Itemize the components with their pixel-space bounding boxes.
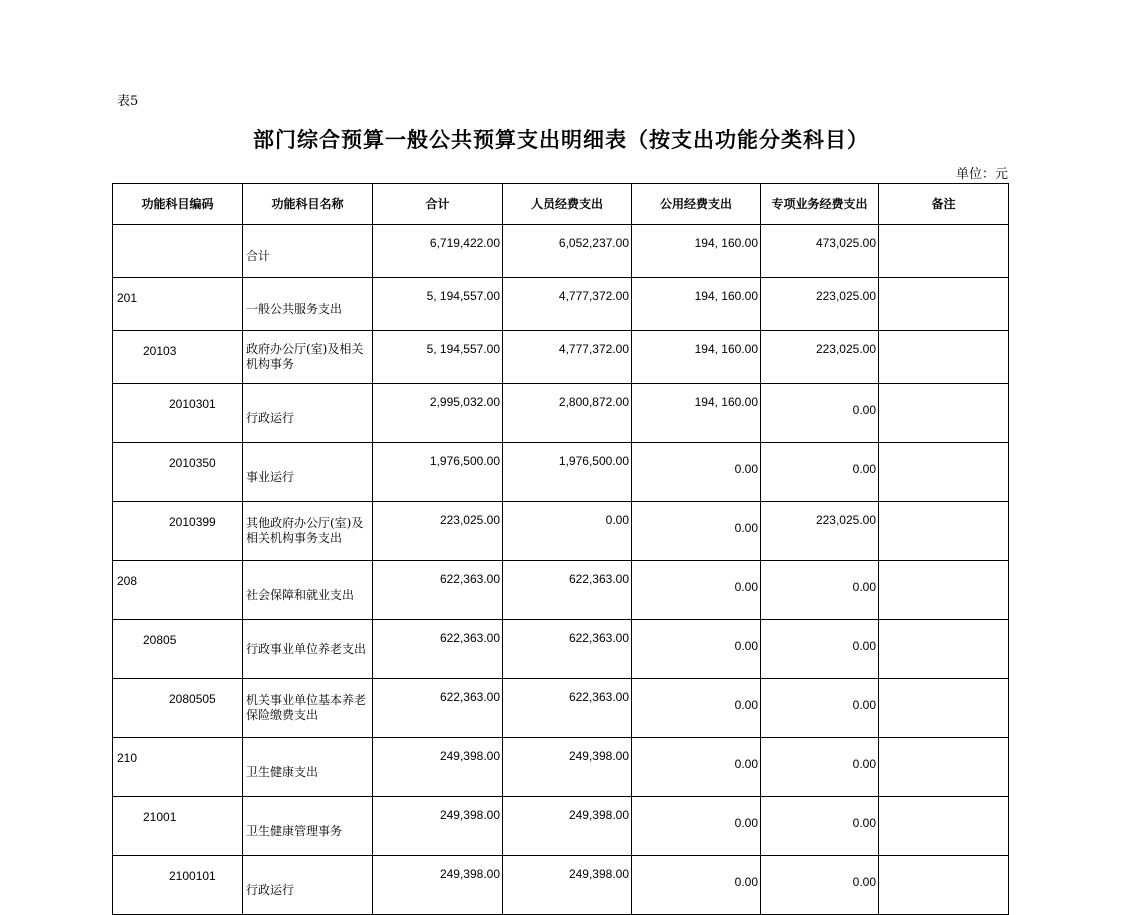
cell-code: 20805 xyxy=(113,620,243,679)
cell-total: 2,995,032.00 xyxy=(373,384,503,443)
cell-public: 0.00 xyxy=(632,679,761,738)
page-title: 部门综合预算一般公共预算支出明细表（按支出功能分类科目） xyxy=(253,128,869,152)
table-row xyxy=(113,561,1009,620)
cell-code: 2010301 xyxy=(113,384,243,443)
cell-total: 249,398.00 xyxy=(373,738,503,797)
cell-total: 249,398.00 xyxy=(373,797,503,856)
cell-special: 223,025.00 xyxy=(761,502,879,561)
cell-note xyxy=(879,856,1009,915)
cell-name-text: 一般公共服务支出 xyxy=(246,301,343,316)
cell-total: 1,976,500.00 xyxy=(373,443,503,502)
cell-code: 2010399 xyxy=(113,502,243,561)
cell-name-text: 行政运行 xyxy=(246,882,295,897)
header-special: 专项业务经费支出 xyxy=(761,184,879,225)
cell-public: 0.00 xyxy=(632,738,761,797)
header-public: 公用经费支出 xyxy=(632,184,761,225)
cell-code: 2080505 xyxy=(113,679,243,738)
header-total: 合计 xyxy=(373,184,503,225)
cell-code: 201 xyxy=(113,278,243,331)
cell-special: 223,025.00 xyxy=(761,278,879,331)
cell-name xyxy=(243,331,373,384)
cell-total: 223,025.00 xyxy=(373,502,503,561)
cell-name xyxy=(243,278,373,331)
cell-public: 0.00 xyxy=(632,502,761,561)
cell-note xyxy=(879,738,1009,797)
cell-special: 0.00 xyxy=(761,679,879,738)
cell-special: 0.00 xyxy=(761,738,879,797)
cell-personnel: 4,777,372.00 xyxy=(503,331,632,384)
cell-name xyxy=(243,797,373,856)
cell-name-text: 事业运行 xyxy=(246,469,295,484)
cell-note xyxy=(879,384,1009,443)
table-row xyxy=(113,502,1009,561)
table-number-label: 表5 xyxy=(117,94,139,109)
cell-total: 622,363.00 xyxy=(373,620,503,679)
table-row xyxy=(113,443,1009,502)
cell-note xyxy=(879,561,1009,620)
header-personnel: 人员经费支出 xyxy=(503,184,632,225)
cell-name xyxy=(243,679,373,738)
cell-name xyxy=(243,502,373,561)
cell-name-text: 机关事业单位基本养老保险缴费支出 xyxy=(246,693,367,722)
cell-note xyxy=(879,278,1009,331)
cell-note xyxy=(879,331,1009,384)
cell-public: 194, 160.00 xyxy=(632,278,761,331)
cell-code: 20103 xyxy=(113,331,243,384)
cell-public: 0.00 xyxy=(632,620,761,679)
cell-note xyxy=(879,797,1009,856)
cell-special: 0.00 xyxy=(761,384,879,443)
cell-note xyxy=(879,443,1009,502)
cell-personnel: 622,363.00 xyxy=(503,620,632,679)
cell-public: 0.00 xyxy=(632,561,761,620)
cell-code: 208 xyxy=(113,561,243,620)
unit-label: 单位：元 xyxy=(955,167,1008,182)
cell-name-text: 政府办公厅(室)及相关机构事务 xyxy=(246,342,364,371)
cell-name-text: 卫生健康管理事务 xyxy=(246,823,343,838)
cell-name-text: 行政运行 xyxy=(246,410,295,425)
table-row xyxy=(113,384,1009,443)
header-name: 功能科目名称 xyxy=(243,184,373,225)
cell-special: 0.00 xyxy=(761,797,879,856)
cell-name xyxy=(243,856,373,915)
cell-name xyxy=(243,738,373,797)
cell-personnel: 4,777,372.00 xyxy=(503,278,632,331)
cell-code xyxy=(113,225,243,278)
table-row xyxy=(113,797,1009,856)
cell-special: 223,025.00 xyxy=(761,331,879,384)
cell-personnel: 622,363.00 xyxy=(503,679,632,738)
cell-public: 194, 160.00 xyxy=(632,331,761,384)
cell-personnel: 0.00 xyxy=(503,502,632,561)
table-row xyxy=(113,856,1009,915)
cell-code: 2100101 xyxy=(113,856,243,915)
cell-code: 21001 xyxy=(113,797,243,856)
cell-name-text: 社会保障和就业支出 xyxy=(246,587,355,602)
cell-personnel: 249,398.00 xyxy=(503,856,632,915)
cell-note xyxy=(879,502,1009,561)
cell-personnel: 249,398.00 xyxy=(503,797,632,856)
cell-special: 0.00 xyxy=(761,620,879,679)
cell-personnel: 1,976,500.00 xyxy=(503,443,632,502)
expenditure-table xyxy=(112,183,1009,915)
cell-public: 194, 160.00 xyxy=(632,225,761,278)
cell-total: 622,363.00 xyxy=(373,679,503,738)
cell-special: 473,025.00 xyxy=(761,225,879,278)
cell-name xyxy=(243,384,373,443)
table-header-row xyxy=(113,184,1009,225)
table-row xyxy=(113,679,1009,738)
cell-code: 2010350 xyxy=(113,443,243,502)
cell-special: 0.00 xyxy=(761,443,879,502)
cell-note xyxy=(879,225,1009,278)
cell-name-text: 行政事业单位养老支出 xyxy=(246,641,367,656)
cell-special: 0.00 xyxy=(761,856,879,915)
cell-total: 5, 194,557.00 xyxy=(373,331,503,384)
cell-name-text: 合计 xyxy=(246,248,271,263)
cell-name xyxy=(243,443,373,502)
header-code: 功能科目编码 xyxy=(113,184,243,225)
cell-name xyxy=(243,620,373,679)
cell-code: 210 xyxy=(113,738,243,797)
cell-note xyxy=(879,620,1009,679)
cell-name-text: 其他政府办公厅(室)及相关机构事务支出 xyxy=(246,516,364,545)
table-row xyxy=(113,738,1009,797)
table-row xyxy=(113,620,1009,679)
cell-personnel: 622,363.00 xyxy=(503,561,632,620)
cell-total: 249,398.00 xyxy=(373,856,503,915)
cell-total: 622,363.00 xyxy=(373,561,503,620)
table-body xyxy=(113,225,1009,915)
header-note: 备注 xyxy=(879,184,1009,225)
cell-special: 0.00 xyxy=(761,561,879,620)
cell-personnel: 2,800,872.00 xyxy=(503,384,632,443)
cell-name-text: 卫生健康支出 xyxy=(246,764,319,779)
cell-personnel: 249,398.00 xyxy=(503,738,632,797)
cell-personnel: 6,052,237.00 xyxy=(503,225,632,278)
cell-public: 0.00 xyxy=(632,856,761,915)
cell-total: 5, 194,557.00 xyxy=(373,278,503,331)
cell-total: 6,719,422.00 xyxy=(373,225,503,278)
cell-public: 0.00 xyxy=(632,443,761,502)
cell-public: 194, 160.00 xyxy=(632,384,761,443)
cell-name xyxy=(243,225,373,278)
table-row xyxy=(113,331,1009,384)
cell-public: 0.00 xyxy=(632,797,761,856)
table-row xyxy=(113,225,1009,278)
cell-name xyxy=(243,561,373,620)
cell-note xyxy=(879,679,1009,738)
table-row xyxy=(113,278,1009,331)
